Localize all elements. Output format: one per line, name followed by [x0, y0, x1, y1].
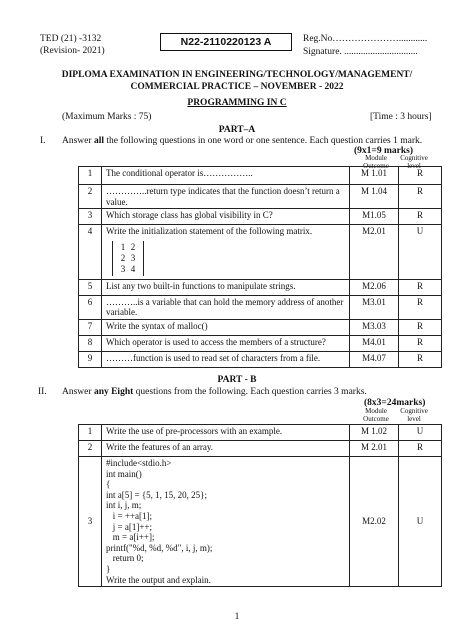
- table-row: [79, 279, 442, 295]
- q-number: 2: [79, 441, 102, 457]
- q-text: ………..is a variable that can hold the memory address of another variable.: [102, 295, 350, 319]
- q-module: M 1.02: [350, 425, 399, 441]
- part-b-marks: (8x3=24marks): [364, 398, 426, 408]
- q-number: 4: [79, 225, 102, 280]
- q-text: Write the features of an array.: [102, 441, 350, 457]
- q-cognitive: U: [399, 457, 442, 587]
- table-row: [79, 167, 442, 185]
- matrix-cell: 3: [130, 252, 136, 263]
- ted-code: TED (21) -3132: [40, 34, 102, 44]
- table-row: [79, 295, 442, 319]
- part-b-table: [78, 424, 442, 587]
- subject-title: PROGRAMMING IN C: [187, 98, 287, 108]
- q-text: Write the syntax of malloc(): [102, 319, 350, 335]
- matrix: [112, 241, 144, 276]
- q-text: …………..return type indicates that the function doesn’t return a value.: [102, 185, 350, 209]
- q-cognitive: R: [399, 319, 442, 335]
- q-cognitive: R: [399, 279, 442, 295]
- col-cognitive-level: Cognitive level: [400, 154, 428, 170]
- matrix-row: [118, 264, 138, 275]
- col-module-outcome: Module Outcome: [363, 154, 389, 170]
- q-text: The conditional operator is……………..: [102, 167, 350, 185]
- q-number: 1: [79, 167, 102, 185]
- table-row: [79, 209, 442, 225]
- page-number: 1: [234, 612, 240, 622]
- q-text: ………function is used to read set of characters from a file.: [102, 351, 350, 367]
- q-cognitive: R: [399, 351, 442, 367]
- table-row: [79, 457, 442, 587]
- q-cognitive: R: [399, 441, 442, 457]
- q-number: 3: [79, 457, 102, 587]
- part-a-marks: (9x1=9 marks): [354, 146, 413, 156]
- q-module: M4.07: [350, 351, 399, 367]
- part-a-table: [78, 166, 442, 368]
- part-b-instructions: Answer any Eight questions from the following. Each question carries 3 marks.: [62, 387, 367, 397]
- q-number: 5: [79, 279, 102, 295]
- q-text-cell: [102, 225, 350, 280]
- q-cognitive: U: [399, 425, 442, 441]
- col-cognitive-level: Cognitive level: [400, 407, 428, 423]
- matrix-row: [118, 253, 138, 264]
- q-text-cell: [102, 457, 350, 587]
- q-number: 7: [79, 319, 102, 335]
- q-module: M2.06: [350, 279, 399, 295]
- table-row: [79, 425, 442, 441]
- q-number: 3: [79, 209, 102, 225]
- q-number: 8: [79, 335, 102, 351]
- q-number: 2: [79, 185, 102, 209]
- matrix-cell: 1: [120, 241, 126, 252]
- matrix-cell: 2: [130, 241, 136, 252]
- q-cognitive: R: [399, 335, 442, 351]
- q-module: M1.05: [350, 209, 399, 225]
- q-text: Which storage class has global visibility in C?: [102, 209, 350, 225]
- code-snippet: #include<stdio.h> int main() { int a[5] = {5, 1, 15, 20, 25}; int i, j, m; i = ++a[1]; j = a[1]++; m = a[i++]; printf("%d, %d, %d", i, j, m); return 0; }: [106, 458, 213, 574]
- table-row: [79, 225, 442, 280]
- q-module: M4.01: [350, 335, 399, 351]
- col-module-outcome: Module Outcome: [363, 407, 389, 423]
- revision: (Revision- 2021): [40, 46, 105, 56]
- matrix-cell: 4: [130, 263, 136, 274]
- q-module: M3.03: [350, 319, 399, 335]
- q-text: Write the output and explain.: [106, 574, 211, 585]
- q-module: M2.02: [350, 457, 399, 587]
- max-marks: (Maximum Marks : 75): [62, 112, 152, 122]
- q-number: 1: [79, 425, 102, 441]
- part-b-title: PART - B: [217, 375, 257, 385]
- signature: Signature. ...............................: [303, 47, 418, 57]
- paper-code: N22-2110220123 A: [160, 33, 292, 51]
- part-a-number: I.: [40, 136, 46, 146]
- matrix-cell: 3: [120, 263, 126, 274]
- table-row: [79, 351, 442, 367]
- q-number: 9: [79, 351, 102, 367]
- q-cognitive: R: [399, 167, 442, 185]
- exam-title-line1: DIPLOMA EXAMINATION IN ENGINEERING/TECHNOLOGY/MANAGEMENT/: [61, 70, 413, 80]
- part-a-title: PART–A: [218, 125, 256, 135]
- q-text: Write the use of pre-processors with an example.: [102, 425, 350, 441]
- q-cognitive: R: [399, 209, 442, 225]
- table-row: [79, 441, 442, 457]
- q-cognitive: R: [399, 185, 442, 209]
- q-module: M3.01: [350, 295, 399, 319]
- table-row: [79, 185, 442, 209]
- table-row: [79, 335, 442, 351]
- q-cognitive: U: [399, 225, 442, 280]
- q-module: M 1.01: [350, 167, 399, 185]
- exam-title-line2: COMMERCIAL PRACTICE – NOVEMBER - 2022: [130, 82, 344, 92]
- q-module: M2.01: [350, 225, 399, 280]
- q-number: 6: [79, 295, 102, 319]
- q-module: M 1.04: [350, 185, 399, 209]
- table-row: [79, 319, 442, 335]
- q-module: M 2.01: [350, 441, 399, 457]
- part-b-number: II.: [38, 387, 47, 397]
- matrix-row: [118, 242, 138, 253]
- q-text: Write the initialization statement of the following matrix.: [106, 226, 313, 236]
- part-a-instructions: Answer all the following questions in one word or one sentence. Each question carries 1 mark.: [62, 136, 423, 146]
- q-text: Which operator is used to access the members of a structure?: [102, 335, 350, 351]
- q-text: List any two built-in functions to manipulate strings.: [102, 279, 350, 295]
- time-allowed: [Time : 3 hours]: [370, 112, 432, 122]
- reg-no: Reg.No…………………............: [303, 34, 428, 44]
- matrix-cell: 2: [120, 252, 126, 263]
- q-cognitive: R: [399, 295, 442, 319]
